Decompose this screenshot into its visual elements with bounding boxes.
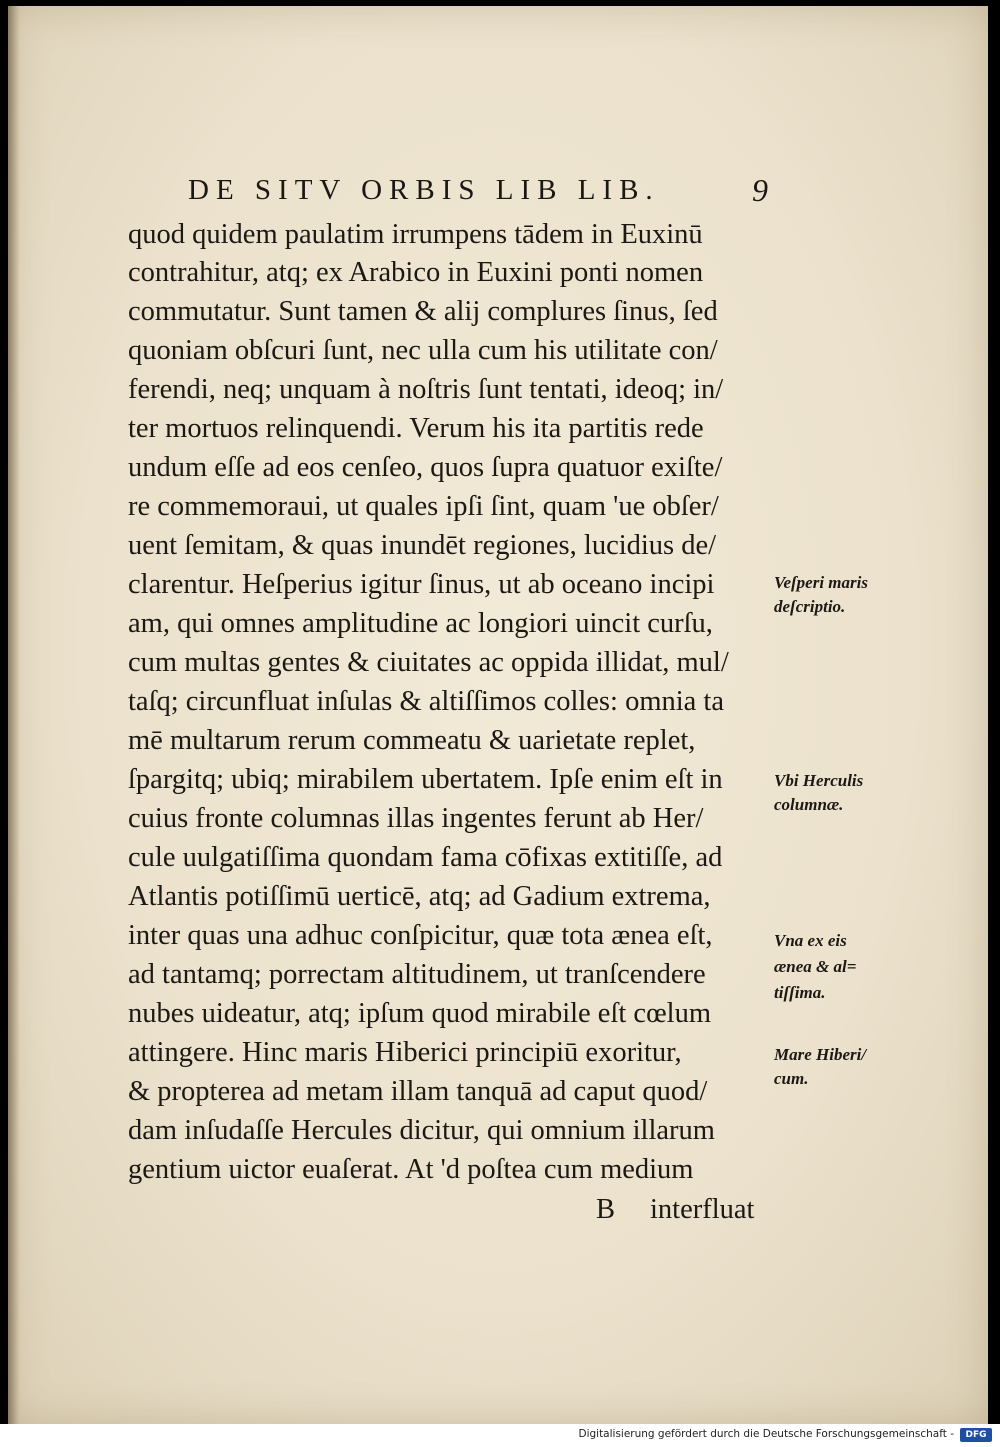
text-line: gentium uictor euaſerat. At 'd poſtea cum medium bbox=[128, 1154, 694, 1185]
marginal-note: Veſperi maris bbox=[774, 573, 868, 592]
marginal-note: Mare Hiberi/ bbox=[774, 1045, 867, 1064]
marginal-note: tiſſima. bbox=[774, 983, 826, 1002]
marginal-note: Vna ex eis bbox=[774, 931, 847, 950]
text-line: contrahitur, atq; ex Arabico in Euxini ponti nomen bbox=[128, 257, 704, 288]
text-line: undum eſſe ad eos cenſeo, quos ſupra quatuor exiſte/ bbox=[128, 452, 723, 483]
funding-credit: Digitalisierung gefördert durch die Deutsche Forschungsgemeinschaft - bbox=[578, 1428, 954, 1440]
footer-bar bbox=[0, 1424, 1000, 1447]
page-edge-shadow bbox=[8, 6, 20, 1424]
text-line: quoniam obſcuri ſunt, nec ulla cum his utilitate con/ bbox=[128, 335, 718, 366]
text-line: ad tantamq; porrectam altitudinem, ut tranſcendere bbox=[128, 959, 706, 990]
marginal-note: deſcriptio. bbox=[774, 597, 846, 616]
signature-mark: B bbox=[596, 1194, 616, 1225]
text-line: re commemoraui, ut quales ipſi ſint, quam 'ue obſer/ bbox=[128, 491, 719, 522]
text-line: cum multas gentes & ciuitates ac oppida illidat, mul/ bbox=[128, 647, 729, 678]
text-line: quod quidem paulatim irrumpens tādem in Euxinū bbox=[128, 219, 703, 250]
marginal-note: ænea & al= bbox=[774, 957, 857, 976]
dfg-logo-icon: DFG bbox=[960, 1428, 992, 1442]
text-line: ſpargitq; ubiq; mirabilem ubertatem. Ipſe enim eſt in bbox=[128, 764, 723, 795]
text-line: cuius fronte columnas illas ingentes ferunt ab Her/ bbox=[128, 803, 704, 834]
catchword: interfluat bbox=[650, 1194, 755, 1225]
text-line: nubes uideatur, atq; ipſum quod mirabile eſt cœlum bbox=[128, 998, 711, 1029]
text-line: ferendi, neq; unquam à noſtris ſunt tentati, ideoq; in/ bbox=[128, 374, 724, 405]
text-line: inter quas una adhuc conſpicitur, quæ tota ænea eſt, bbox=[128, 920, 713, 951]
marginal-note: Vbi Herculis bbox=[774, 771, 864, 790]
marginal-note: columnæ. bbox=[774, 795, 844, 814]
marginal-note: cum. bbox=[774, 1069, 809, 1088]
text-line: commutatur. Sunt tamen & alij complures ſinus, ſed bbox=[128, 296, 718, 327]
text-line: cule uulgatiſſima quondam fama cōfixas extitiſſe, ad bbox=[128, 842, 723, 873]
text-line: am, qui omnes amplitudine ac longiori uincit curſu, bbox=[128, 608, 713, 639]
text-line: uent ſemitam, & quas inundēt regiones, lucidius de/ bbox=[128, 530, 717, 561]
text-line: & propterea ad metam illam tanquā ad caput quod/ bbox=[128, 1076, 708, 1107]
main-text-block bbox=[128, 216, 778, 1216]
running-head: DE SITV ORBIS LIB LIB. bbox=[188, 174, 660, 206]
text-line: clarentur. Heſperius igitur ſinus, ut ab oceano incipi bbox=[128, 569, 715, 600]
page-number: 9 bbox=[752, 172, 768, 208]
text-line: ter mortuos relinquendi. Verum his ita partitis rede bbox=[128, 413, 704, 444]
page-header bbox=[188, 174, 788, 214]
text-line: taſq; circunfluat inſulas & altiſſimos colles: omnia ta bbox=[128, 686, 724, 717]
book-page bbox=[8, 6, 988, 1424]
text-line: mē multarum rerum commeatu & uarietate replet, bbox=[128, 725, 696, 756]
text-line: Atlantis potiſſimū uerticē, atq; ad Gadium extrema, bbox=[128, 881, 711, 912]
text-line: attingere. Hinc maris Hiberici principiū exoritur, bbox=[128, 1037, 682, 1068]
text-line: dam inſudaſſe Hercules dicitur, qui omnium illarum bbox=[128, 1115, 715, 1146]
